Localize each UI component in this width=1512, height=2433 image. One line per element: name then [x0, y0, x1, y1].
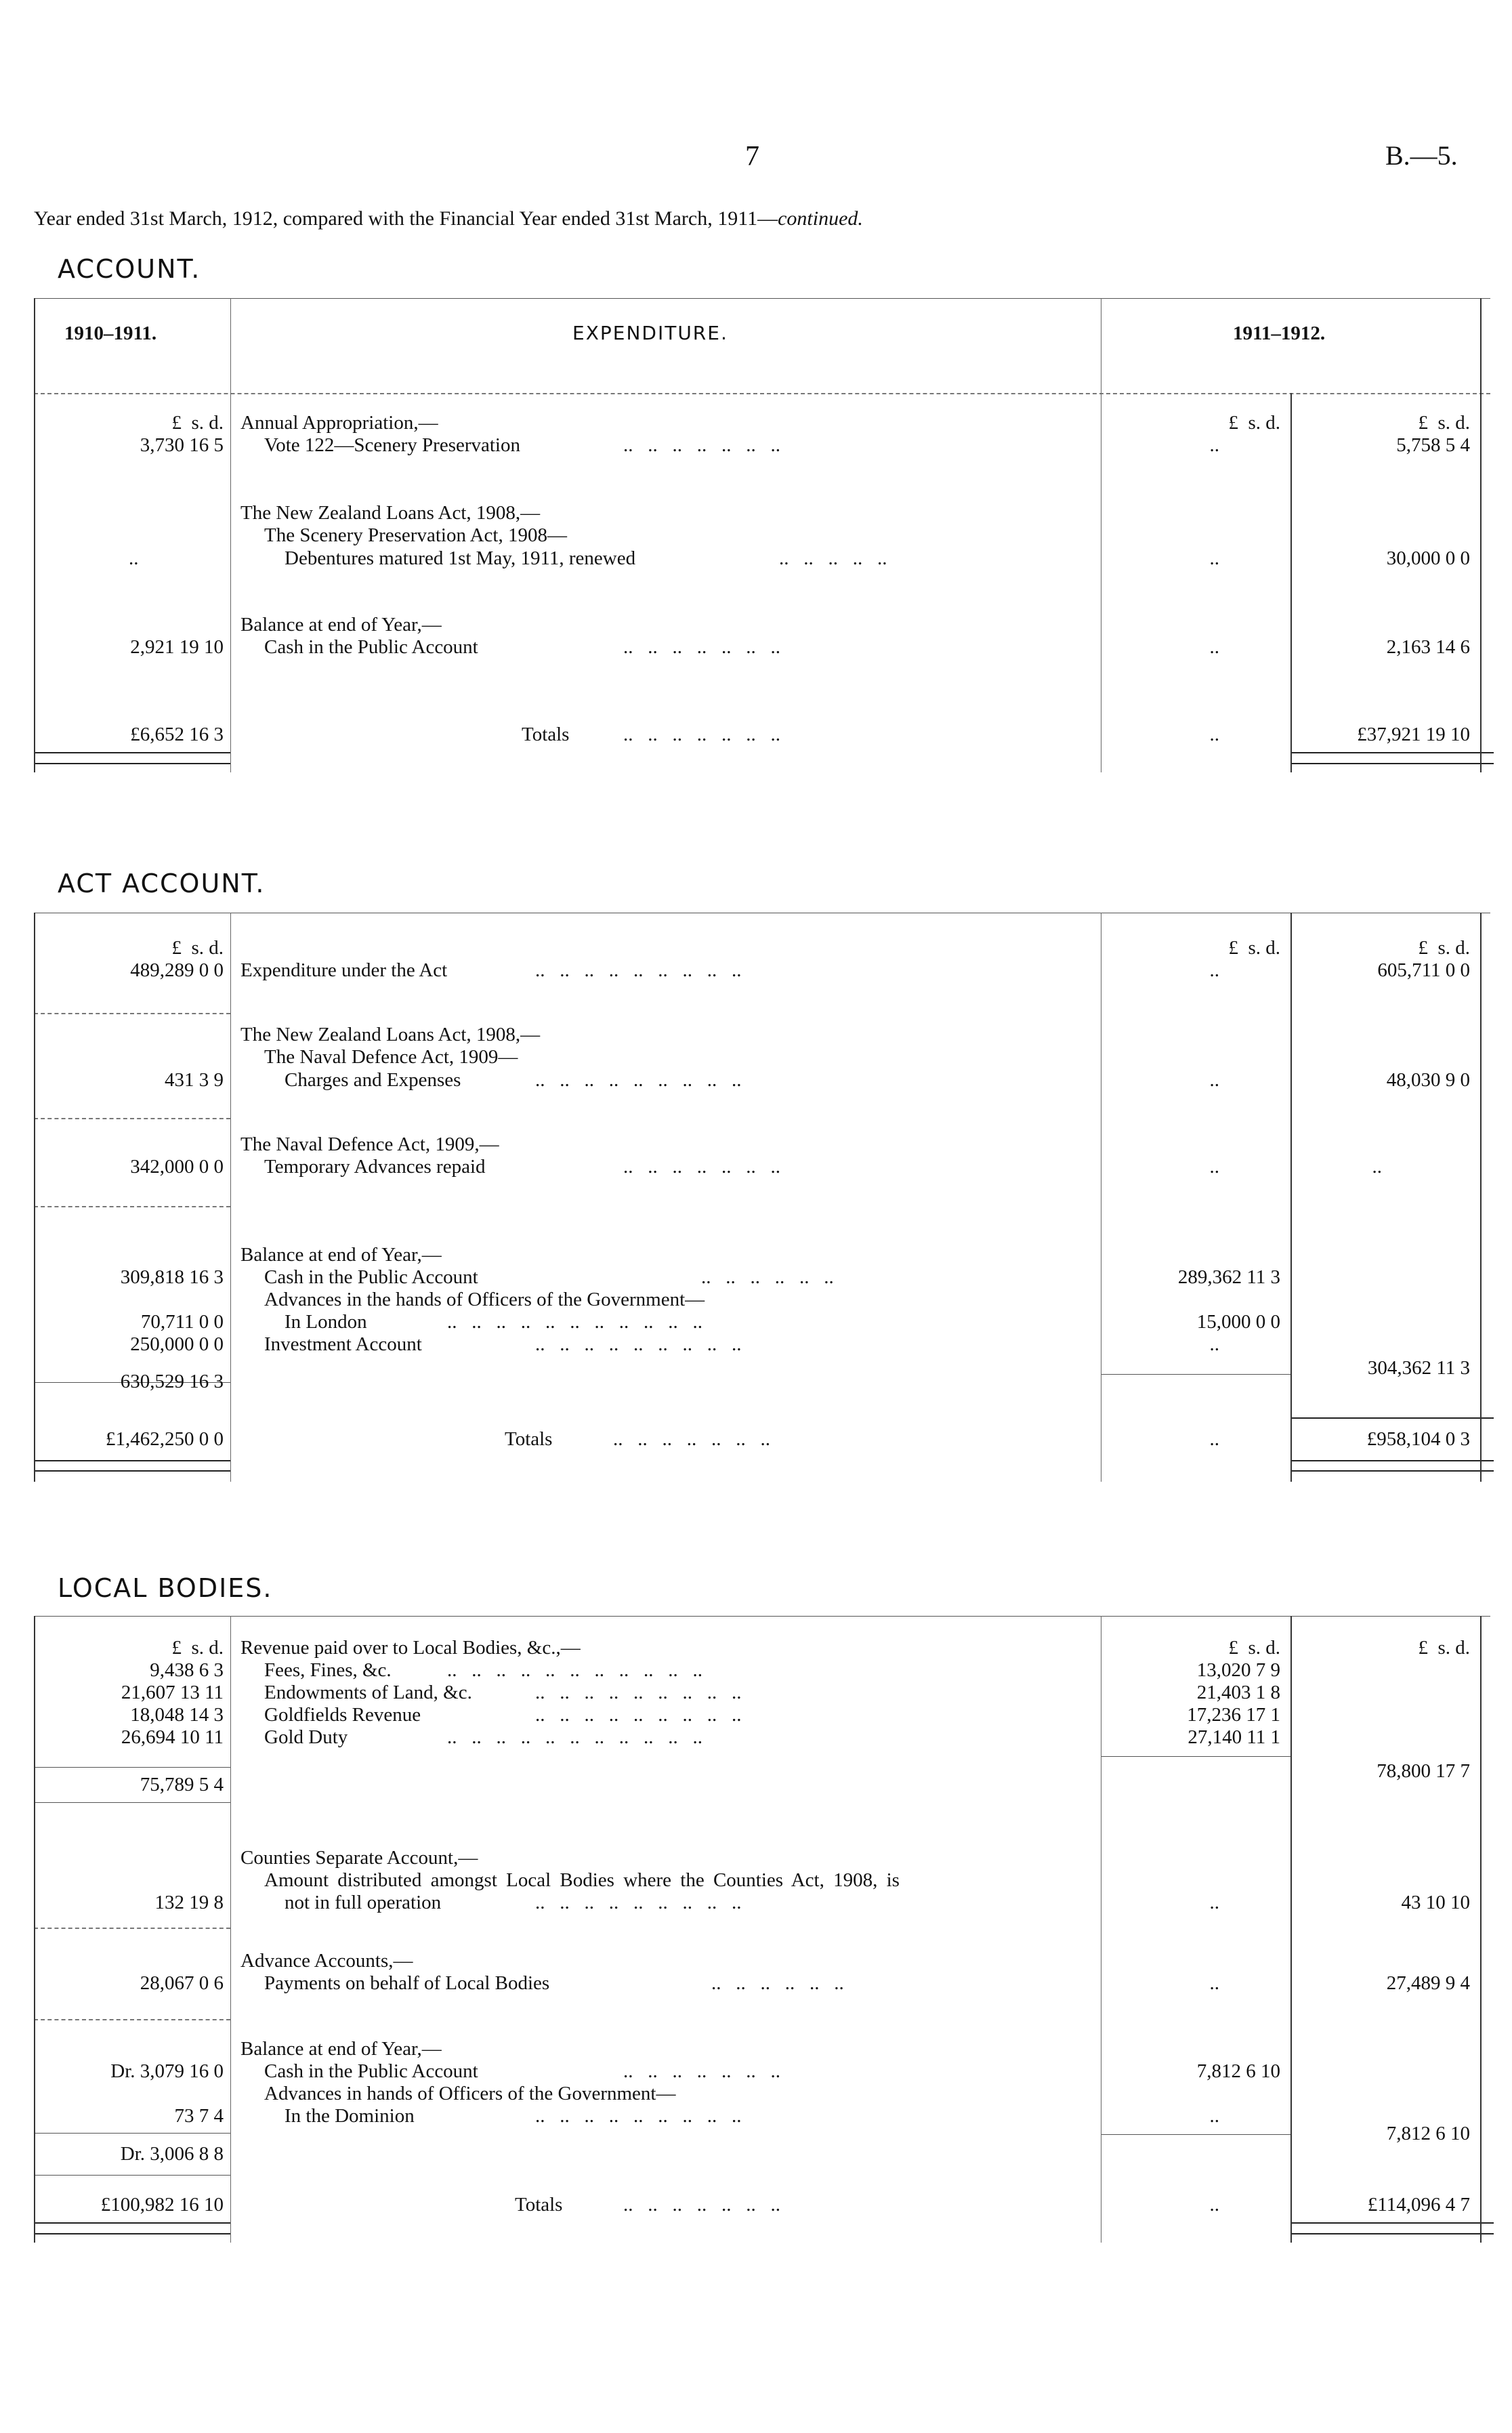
s2-r4-leader-c: .. .. .. .. .. .. .. .. ..	[535, 1333, 742, 1355]
s2-r3-label-1: The Naval Defence Act, 1909,—	[240, 1134, 499, 1155]
s2-r4-mid-b: 15,000 0 0	[1196, 1311, 1280, 1333]
s3-r2-mid: ..	[1209, 1892, 1219, 1913]
s2-r4-label-3: Advances in the hands of Officers of the Government—	[264, 1289, 705, 1310]
s3-r1-mid-b: 21,403 1 8	[1196, 1682, 1280, 1703]
s2-lsd-left: £ s. d.	[171, 937, 224, 959]
s2-lsd-mid: £ s. d.	[1228, 937, 1280, 959]
s3-r3-prev-amount: 28,067 0 6	[140, 1972, 224, 1994]
s3-r4-prev-a: Dr. 3,079 16 0	[110, 2060, 224, 2082]
s3-r1-curr-amount: 78,800 17 7	[1377, 1760, 1470, 1782]
lsd-header-right: £ s. d.	[1418, 412, 1470, 434]
s3-r1-mid-a: 13,020 7 9	[1196, 1659, 1280, 1681]
s1-r3-label-2: Cash in the Public Account	[264, 636, 478, 658]
s3-r4-label-3: Advances in hands of Officers of the Government—	[264, 2083, 676, 2104]
s1-r1-label-2: Vote 122—Scenery Preservation	[264, 434, 520, 456]
s2-r2-curr-amount: 48,030 9 0	[1386, 1069, 1470, 1091]
s2-r3-curr-amount: ..	[1372, 1156, 1382, 1178]
s3-lsd-right: £ s. d.	[1418, 1637, 1470, 1659]
s2-r3-label-2: Temporary Advances repaid	[264, 1156, 486, 1178]
s1-r3-curr-amount: 2,163 14 6	[1386, 636, 1470, 658]
s2-total-leader: .. .. .. .. .. .. ..	[613, 1428, 770, 1450]
s3-r1-label-5: Gold Duty	[264, 1726, 348, 1748]
s3-r1-label-2: Fees, Fines, &c.	[264, 1659, 392, 1681]
s3-r4-curr-amount: 7,812 6 10	[1386, 2123, 1470, 2144]
s2-r4-label-2: Cash in the Public Account	[264, 1266, 478, 1288]
s1-r2-leader: .. .. .. .. ..	[779, 547, 887, 569]
s1-total-mid: ..	[1209, 724, 1219, 745]
s3-r1-mid-c: 17,236 17 1	[1187, 1704, 1280, 1726]
s1-r3-prev-amount: 2,921 19 10	[130, 636, 224, 658]
s3-r4-prev-sum: Dr. 3,006 8 8	[120, 2143, 224, 2165]
s1-total-leader: .. .. .. .. .. .. ..	[623, 724, 780, 745]
s3-r1-prev-c: 18,048 14 3	[130, 1704, 224, 1726]
s2-r2-label-1: The New Zealand Loans Act, 1908,—	[240, 1024, 541, 1045]
s3-r1-label-4: Goldfields Revenue	[264, 1704, 421, 1726]
s1-r2-label-2: The Scenery Preservation Act, 1908—	[264, 524, 567, 546]
lsd-header-left: £ s. d.	[171, 412, 224, 434]
s3-r3-mid: ..	[1209, 1972, 1219, 1994]
s3-r4-mid-a: 7,812 6 10	[1196, 2060, 1280, 2082]
s3-total-label: Totals	[515, 2194, 563, 2216]
s2-r4-prev-b: 70,711 0 0	[140, 1311, 224, 1333]
s1-r2-curr-amount: 30,000 0 0	[1386, 547, 1470, 569]
s3-r4-leader-b: .. .. .. .. .. .. .. .. ..	[535, 2105, 742, 2127]
s3-r2-curr-amount: 43 10 10	[1401, 1892, 1470, 1913]
s2-r4-mid-c: ..	[1209, 1333, 1219, 1355]
s1-total-prev: £6,652 16 3	[130, 724, 224, 745]
s2-r4-leader-a: .. .. .. .. .. ..	[701, 1266, 834, 1288]
s2-r1-mid: ..	[1209, 959, 1219, 981]
s3-r1-prev-sum: 75,789 5 4	[140, 1774, 224, 1795]
s3-r1-label-3: Endowments of Land, &c.	[264, 1682, 472, 1703]
s3-total-curr: £114,096 4 7	[1367, 2194, 1470, 2216]
s3-r4-leader-a: .. .. .. .. .. .. ..	[623, 2060, 780, 2082]
s2-total-label: Totals	[505, 1428, 553, 1450]
s2-r4-prev-a: 309,818 16 3	[120, 1266, 224, 1288]
s3-r2-leader: .. .. .. .. .. .. .. .. ..	[535, 1892, 742, 1913]
s3-r2-label-2: Amount distributed amongst Local Bodies where the Counties Act, 1908, is	[264, 1869, 900, 1891]
s2-lsd-right: £ s. d.	[1418, 937, 1470, 959]
s2-r4-leader-b: .. .. .. .. .. .. .. .. .. .. ..	[447, 1311, 702, 1333]
s3-r1-leader-d: .. .. .. .. .. .. .. .. .. .. ..	[447, 1726, 702, 1748]
s2-r1-prev-amount: 489,289 0 0	[130, 959, 224, 981]
s2-r3-prev-amount: 342,000 0 0	[130, 1156, 224, 1178]
s3-r1-leader-c: .. .. .. .. .. .. .. .. ..	[535, 1704, 742, 1726]
lsd-header-mid: £ s. d.	[1228, 412, 1280, 434]
s1-r3-label-1: Balance at end of Year,—	[240, 614, 442, 636]
s3-total-mid: ..	[1209, 2194, 1219, 2216]
s2-r4-label-4: In London	[285, 1311, 367, 1333]
page-subtitle: Year ended 31st March, 1912, compared with the Financial Year ended 31st March, 1911—continued.	[34, 207, 863, 230]
s2-r2-mid: ..	[1209, 1069, 1219, 1091]
s3-r1-mid-d: 27,140 11 1	[1188, 1726, 1280, 1748]
s1-r2-label-3: Debentures matured 1st May, 1911, renewed	[285, 547, 636, 569]
col-header-1910-1911: 1910–1911.	[64, 323, 157, 344]
s3-total-leader: .. .. .. .. .. .. ..	[623, 2194, 780, 2216]
s2-r2-label-3: Charges and Expenses	[285, 1069, 461, 1091]
s3-r3-curr-amount: 27,489 9 4	[1386, 1972, 1470, 1994]
s3-r4-label-4: In the Dominion	[285, 2105, 415, 2127]
s3-r4-prev-b: 73 7 4	[174, 2105, 224, 2127]
section-title-local-bodies: LOCAL BODIES.	[58, 1573, 273, 1603]
s1-r1-mid: ..	[1209, 434, 1219, 456]
s2-r3-mid: ..	[1209, 1156, 1219, 1178]
s1-r2-label-1: The New Zealand Loans Act, 1908,—	[240, 502, 541, 524]
s1-r1-prev-amount: 3,730 16 5	[140, 434, 224, 456]
s3-r2-label-3: not in full operation	[285, 1892, 442, 1913]
s3-total-prev: £100,982 16 10	[100, 2194, 224, 2216]
section-title-account: ACCOUNT.	[58, 254, 201, 284]
s3-r3-leader: .. .. .. .. .. ..	[711, 1972, 844, 1994]
s3-lsd-mid: £ s. d.	[1228, 1637, 1280, 1659]
s3-r1-leader-a: .. .. .. .. .. .. .. .. .. .. ..	[447, 1659, 702, 1681]
s2-r4-label-5: Investment Account	[264, 1333, 422, 1355]
s1-r1-label-1: Annual Appropriation,—	[240, 412, 438, 434]
report-reference: B.—5.	[1385, 140, 1458, 171]
s2-r1-curr-amount: 605,711 0 0	[1377, 959, 1470, 981]
s3-r3-label-1: Advance Accounts,—	[240, 1950, 413, 1972]
s3-r1-prev-a: 9,438 6 3	[150, 1659, 224, 1681]
s1-total-label: Totals	[522, 724, 570, 745]
s2-r4-label-1: Balance at end of Year,—	[240, 1244, 442, 1266]
s3-r2-label-1: Counties Separate Account,—	[240, 1847, 478, 1869]
s2-total-mid: ..	[1209, 1428, 1219, 1450]
s2-r2-leader: .. .. .. .. .. .. .. .. ..	[535, 1069, 742, 1091]
s3-lsd-left: £ s. d.	[171, 1637, 224, 1659]
page-number: 7	[745, 141, 759, 172]
s3-r4-mid-b: ..	[1209, 2105, 1219, 2127]
s3-r1-prev-d: 26,694 10 11	[121, 1726, 224, 1748]
s1-r1-leader: .. .. .. .. .. .. ..	[623, 434, 780, 456]
s2-r1-label: Expenditure under the Act	[240, 959, 448, 981]
s3-r1-prev-b: 21,607 13 11	[121, 1682, 224, 1703]
s3-r2-prev-amount: 132 19 8	[154, 1892, 224, 1913]
col-header-1911-1912: 1911–1912.	[1233, 323, 1326, 344]
s2-total-curr: £958,104 0 3	[1366, 1428, 1470, 1450]
s3-r4-label-1: Balance at end of Year,—	[240, 2038, 442, 2060]
s1-r1-curr-amount: 5,758 5 4	[1396, 434, 1470, 456]
s3-r3-label-2: Payments on behalf of Local Bodies	[264, 1972, 550, 1994]
s2-total-prev: £1,462,250 0 0	[106, 1428, 224, 1450]
section-title-act-account: ACT ACCOUNT.	[58, 869, 266, 898]
s3-r4-label-2: Cash in the Public Account	[264, 2060, 478, 2082]
s2-r2-prev-amount: 431 3 9	[165, 1069, 224, 1091]
s2-r4-mid-a: 289,362 11 3	[1177, 1266, 1280, 1288]
s2-r1-leader: .. .. .. .. .. .. .. .. ..	[535, 959, 742, 981]
s2-r4-prev-c: 250,000 0 0	[130, 1333, 224, 1355]
s1-r2-mid: ..	[1209, 547, 1219, 569]
s3-r1-leader-b: .. .. .. .. .. .. .. .. ..	[535, 1682, 742, 1703]
s2-r3-leader: .. .. .. .. .. .. ..	[623, 1156, 780, 1178]
col-header-expenditure: EXPENDITURE.	[572, 322, 728, 344]
s3-r1-label-1: Revenue paid over to Local Bodies, &c.,—	[240, 1637, 581, 1659]
s1-r2-prev-amount: ..	[129, 547, 139, 569]
s1-total-curr: £37,921 19 10	[1357, 724, 1470, 745]
s2-r4-curr-amount: 304,362 11 3	[1367, 1357, 1470, 1379]
s1-r3-mid: ..	[1209, 636, 1219, 658]
s2-r4-prev-sum: 630,529 16 3	[120, 1371, 224, 1392]
s1-r3-leader: .. .. .. .. .. .. ..	[623, 636, 780, 658]
s2-r2-label-2: The Naval Defence Act, 1909—	[264, 1046, 518, 1068]
